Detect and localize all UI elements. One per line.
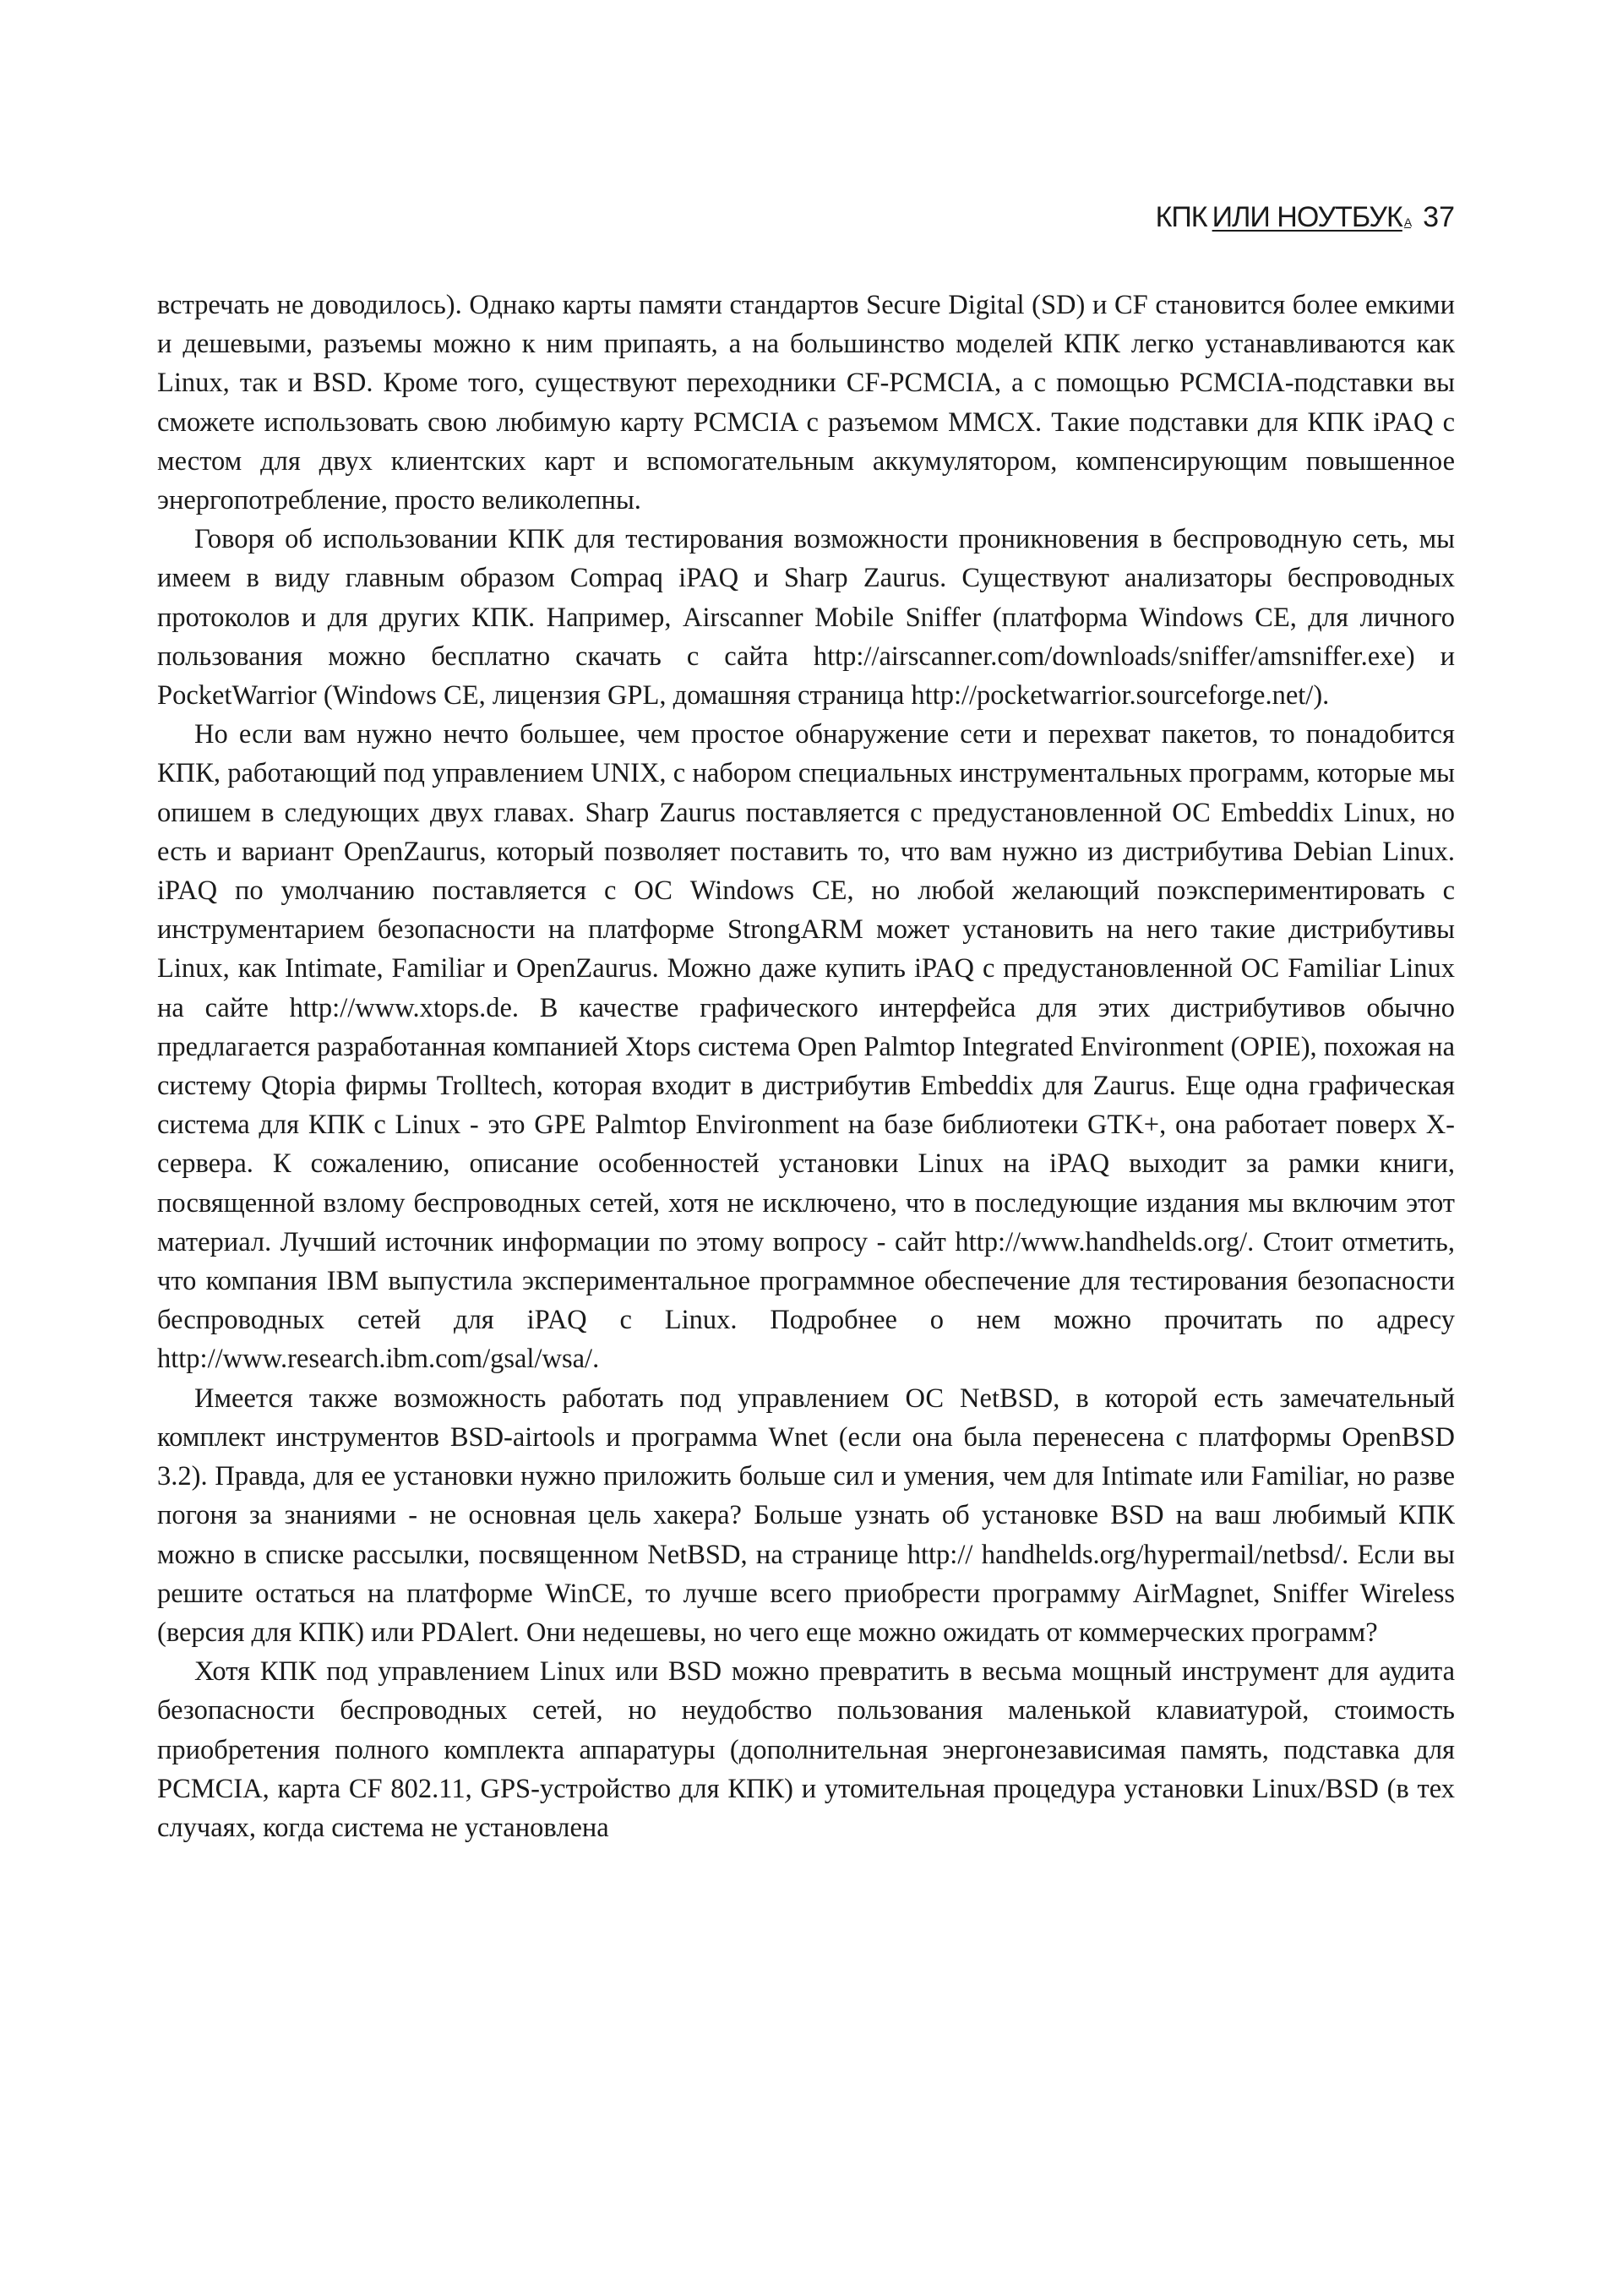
paragraph-continued: встречать не доводилось). Однако карты памяти стандартов Secure Digital (SD) и CF становится более емкими и дешевыми, разъемы можно к ним припаять, а на большинство моделей КПК легко устанавливаются как Linux, так и BSD. Кроме того, существуют переходники CF-PCMCIA, а с помощью PCMCIA-подставки вы сможете использовать свою любимую карту PCMCIA с разъемом MMCX. Такие подставки для КПК iPAQ с местом для двух клиентских карт и вспомогательным аккумулятором, компенсирующим повышенное энергопотребление, просто великолепны. [157,290,1455,516]
header-marker: А [1403,215,1412,229]
paragraph: Но если вам нужно нечто большее, чем простое обнаружение сети и перехват пакетов, то понадобится КПК, работающий под управлением UNIX, с набором специальных инструментальных программ, которые мы опишем в следующих двух главах. Sharp Zaurus поставляется с предустановленной ОС Embeddix Linux, но есть и вариант OpenZaurus, который позволяет поставить то, что вам нужно из дистрибутива Debian Linux. iPAQ по умолчанию поставляется с ОС Windows CE, но любой желающий поэкспериментировать с инструментарием безопасности на платформе StrongARM может установить на него такие дистрибутивы Linux, как Intimate, Familiar и OpenZaurus. Можно даже купить iPAQ с предустановленной ОС Familiar Linux на сайте http://www.xtops.de. В качестве графического интерфейса для этих дистрибутивов обычно предлагается разработанная компанией Xtops система Open Palmtop Integrated Environment (OPIE), похожая на систему Qtopia фирмы Trolltech, которая входит в дистрибутив Embeddix для Zaurus. Еще одна графическая система для КПК с Linux - это GPE Palmtop Environment на базе библиотеки GTK+, она работает поверх X-сервера. К сожалению, описание особенностей установки Linux на iPAQ выходит за рамки книги, посвященной взлому беспроводных сетей, хотя не исключено, что в последующие издания мы включим этот материал. Лучший источник информации по этому вопросу - сайт http://www.handhelds.org/. Стоит отметить, что компания IBM выпустила экспериментальное программное обеспечение для тестирования безопасности беспроводных сетей для iPAQ с Linux. Подробнее о нем можно прочитать по адресу http://www.research.ibm.com/gsal/wsa/. [157,719,1455,1375]
header-chapter: КПК [1155,201,1207,233]
paragraph: Хотя КПК под управлением Linux или BSD можно превратить в весьма мощный инструмент для аудита безопасности беспроводных сетей, но неудобство пользования маленькой клавиатурой, стоимость приобретения полного комплекта аппаратуры (дополнительная энергонезависимая память, подставка для PCMCIA, карта CF 802.11, GPS-устройство для КПК) и утомительная процедура установки Linux/BSD (в тех случаях, когда система не установлена [157,1656,1455,1843]
paragraph: Имеется также возможность работать под управлением ОС NetBSD, в которой есть замечательный комплект инструментов BSD-airtools и программа Wnet (если она была перенесена с платформы OpenBSD 3.2). Правда, для ее установки нужно приложить больше сил и умения, чем для Intimate или Familiar, но разве погоня за знаниями - не основная цель хакера? Больше узнать об установке BSD на ваш любимый КПК можно в списке рассылки, посвященном NetBSD, на странице http:// handhelds.org/hypermail/netbsd/. Если вы решите остаться на платформе WinCE, то лучше всего приобрести программу AirMagnet, Sniffer Wireless (версия для КПК) или PDAlert. Они недешевы, но чего еще можно ожидать от коммерческих программ? [157,1383,1455,1648]
running-header [1156,201,1455,234]
header-section-title: ИЛИ НОУТБУК [1212,201,1402,233]
body-text [157,286,1455,1847]
page-number: 37 [1423,201,1455,233]
paragraph: Говоря об использовании КПК для тестирования возможности проникновения в беспроводную сеть, мы имеем в виду главным образом Compaq iPAQ и Sharp Zaurus. Существуют анализаторы беспроводных протоколов и для других КПК. Например, Airscanner Mobile Sniffer (платформа Windows CE, для личного пользования можно бесплатно скачать с сайта http://airscanner.com/downloads/sniffer/amsniffer.exe) и PocketWarrior (Windows CE, лицензия GPL, домашняя страница http://pocketwarrior.sourceforge.net/). [157,524,1455,712]
